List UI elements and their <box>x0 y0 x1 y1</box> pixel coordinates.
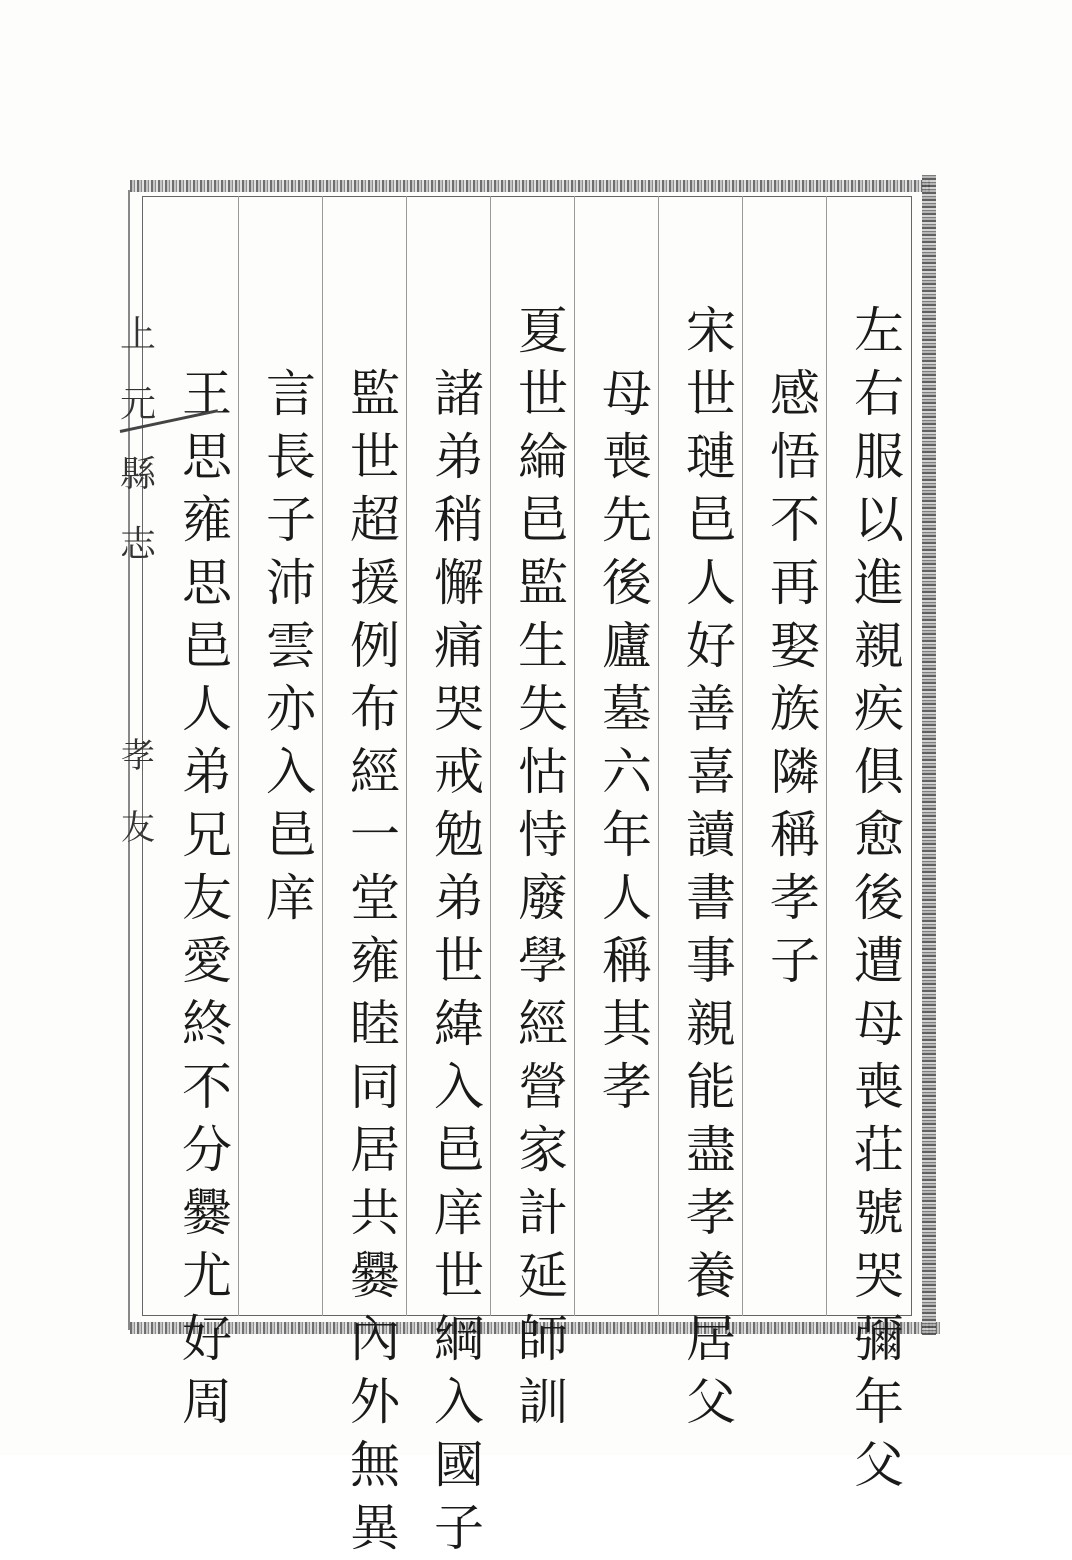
character: 友 <box>121 808 155 848</box>
character: 雍 <box>350 932 400 990</box>
character: 母 <box>854 995 904 1053</box>
column-rule <box>322 196 323 1316</box>
character: 善 <box>686 680 736 738</box>
character: 進 <box>854 554 904 612</box>
text-column-5 <box>512 300 574 1434</box>
character: 言 <box>266 365 316 423</box>
character: 璉 <box>686 428 736 486</box>
character: 先 <box>602 491 652 549</box>
character: 養 <box>686 1247 736 1305</box>
character: 超 <box>350 491 400 549</box>
character: 不 <box>770 491 820 549</box>
character: 孝 <box>602 1058 652 1116</box>
margin-folio <box>118 300 158 580</box>
character: 例 <box>350 617 400 675</box>
character: 好 <box>182 1310 232 1368</box>
character: 分 <box>182 1121 232 1179</box>
character: 懈 <box>434 554 484 612</box>
character: 孝 <box>121 736 155 776</box>
character: 疾 <box>854 680 904 738</box>
character: 世 <box>518 365 568 423</box>
character: 能 <box>686 1058 736 1116</box>
character: 孝 <box>770 869 820 927</box>
character: 父 <box>854 1436 904 1494</box>
character: 友 <box>182 869 232 927</box>
character: 人 <box>182 680 232 738</box>
character: 服 <box>854 428 904 486</box>
character: 爨 <box>350 1247 400 1305</box>
character: 邑 <box>434 1121 484 1179</box>
character: 稱 <box>602 932 652 990</box>
character: 族 <box>770 680 820 738</box>
character: 廢 <box>518 869 568 927</box>
character: 爨 <box>182 1184 232 1242</box>
character: 居 <box>686 1310 736 1368</box>
column-rule <box>742 196 743 1316</box>
character: 監 <box>518 554 568 612</box>
column-rule <box>826 196 827 1316</box>
character: 事 <box>686 932 736 990</box>
character: 生 <box>518 617 568 675</box>
character: 雍 <box>182 491 232 549</box>
character: 世 <box>434 1247 484 1305</box>
character: 縣 <box>119 454 156 495</box>
character: 悟 <box>770 428 820 486</box>
column-rule <box>490 196 491 1316</box>
character: 尤 <box>182 1247 232 1305</box>
character: 夏 <box>518 302 568 360</box>
character: 勉 <box>434 806 484 864</box>
text-column-7 <box>344 363 406 1560</box>
character: 子 <box>770 932 820 990</box>
character: 世 <box>686 365 736 423</box>
text-column-2 <box>764 363 826 993</box>
character: 子 <box>434 1499 484 1557</box>
character: 哭 <box>854 1247 904 1305</box>
character: 居 <box>350 1121 400 1179</box>
character: 周 <box>182 1373 232 1431</box>
character: 邑 <box>686 491 736 549</box>
character: 亦 <box>266 680 316 738</box>
character: 異 <box>350 1499 400 1557</box>
column-rule <box>238 196 239 1316</box>
character: 年 <box>854 1373 904 1431</box>
character: 邑 <box>518 491 568 549</box>
character: 堂 <box>350 869 400 927</box>
character: 六 <box>602 743 652 801</box>
character: 入 <box>266 743 316 801</box>
character: 同 <box>350 1058 400 1116</box>
character: 年 <box>602 806 652 864</box>
character: 宋 <box>686 302 736 360</box>
character: 訓 <box>518 1373 568 1431</box>
character: 號 <box>854 1184 904 1242</box>
character: 廬 <box>602 617 652 675</box>
character: 綸 <box>518 428 568 486</box>
character: 荘 <box>854 1121 904 1179</box>
character: 思 <box>182 428 232 486</box>
text-column-6 <box>428 363 490 1560</box>
margin-folio-tail <box>118 720 158 864</box>
frame-right-border <box>922 175 936 1335</box>
character: 彌 <box>854 1310 904 1368</box>
character: 監 <box>350 365 400 423</box>
character: 一 <box>350 806 400 864</box>
character: 後 <box>854 869 904 927</box>
character: 綱 <box>434 1310 484 1368</box>
character: 左 <box>854 302 904 360</box>
character: 延 <box>518 1247 568 1305</box>
character: 睦 <box>350 995 400 1053</box>
character: 營 <box>518 1058 568 1116</box>
character: 子 <box>266 491 316 549</box>
character: 喪 <box>854 1058 904 1116</box>
character: 邑 <box>266 806 316 864</box>
character: 人 <box>686 554 736 612</box>
character: 親 <box>686 995 736 1053</box>
text-column-3 <box>680 300 742 1434</box>
character: 痛 <box>434 617 484 675</box>
character: 援 <box>350 554 400 612</box>
character: 哭 <box>434 680 484 738</box>
character: 布 <box>350 680 400 738</box>
character: 喪 <box>602 428 652 486</box>
character: 思 <box>182 554 232 612</box>
character: 計 <box>518 1184 568 1242</box>
character: 長 <box>266 428 316 486</box>
character: 俱 <box>854 743 904 801</box>
character: 失 <box>518 680 568 738</box>
character: 墓 <box>602 680 652 738</box>
character: 入 <box>434 1058 484 1116</box>
character: 弟 <box>434 428 484 486</box>
character: 好 <box>686 617 736 675</box>
character: 雲 <box>266 617 316 675</box>
character: 稱 <box>770 806 820 864</box>
character: 盡 <box>686 1121 736 1179</box>
character: 入 <box>434 1373 484 1431</box>
character: 弟 <box>434 869 484 927</box>
character: 隣 <box>770 743 820 801</box>
character: 感 <box>770 365 820 423</box>
character: 王 <box>182 365 232 423</box>
character: 讀 <box>686 806 736 864</box>
character: 國 <box>434 1436 484 1494</box>
character: 喜 <box>686 743 736 801</box>
character: 愈 <box>854 806 904 864</box>
character: 內 <box>350 1310 400 1368</box>
text-column-9 <box>176 363 238 1434</box>
character: 元 <box>119 384 156 425</box>
character: 世 <box>434 932 484 990</box>
character: 上 <box>119 314 156 355</box>
character: 共 <box>350 1184 400 1242</box>
character: 邑 <box>182 617 232 675</box>
character: 書 <box>686 869 736 927</box>
character: 不 <box>182 1058 232 1116</box>
character: 再 <box>770 554 820 612</box>
character: 怙 <box>518 743 568 801</box>
character: 其 <box>602 995 652 1053</box>
character: 親 <box>854 617 904 675</box>
character: 遭 <box>854 932 904 990</box>
character: 娶 <box>770 617 820 675</box>
character: 家 <box>518 1121 568 1179</box>
character: 弟 <box>182 743 232 801</box>
character: 志 <box>119 524 156 565</box>
character: 師 <box>518 1310 568 1368</box>
character: 孝 <box>686 1184 736 1242</box>
column-rule <box>658 196 659 1316</box>
character: 庠 <box>266 869 316 927</box>
character: 經 <box>518 995 568 1053</box>
character: 以 <box>854 491 904 549</box>
character: 人 <box>602 869 652 927</box>
character: 後 <box>602 554 652 612</box>
character: 諸 <box>434 365 484 423</box>
character: 無 <box>350 1436 400 1494</box>
character: 緯 <box>434 995 484 1053</box>
character: 經 <box>350 743 400 801</box>
text-column-1 <box>848 300 910 1497</box>
character: 戒 <box>434 743 484 801</box>
character: 沛 <box>266 554 316 612</box>
character: 父 <box>686 1373 736 1431</box>
character: 母 <box>602 365 652 423</box>
character: 兄 <box>182 806 232 864</box>
character: 庠 <box>434 1184 484 1242</box>
character: 外 <box>350 1373 400 1431</box>
text-column-4 <box>596 363 658 1119</box>
character: 右 <box>854 365 904 423</box>
character: 世 <box>350 428 400 486</box>
character: 愛 <box>182 932 232 990</box>
character: 恃 <box>518 806 568 864</box>
character: 稍 <box>434 491 484 549</box>
column-rule <box>574 196 575 1316</box>
column-rule <box>406 196 407 1316</box>
character: 學 <box>518 932 568 990</box>
character: 終 <box>182 995 232 1053</box>
frame-top-border <box>130 180 930 192</box>
text-column-8 <box>260 363 322 930</box>
